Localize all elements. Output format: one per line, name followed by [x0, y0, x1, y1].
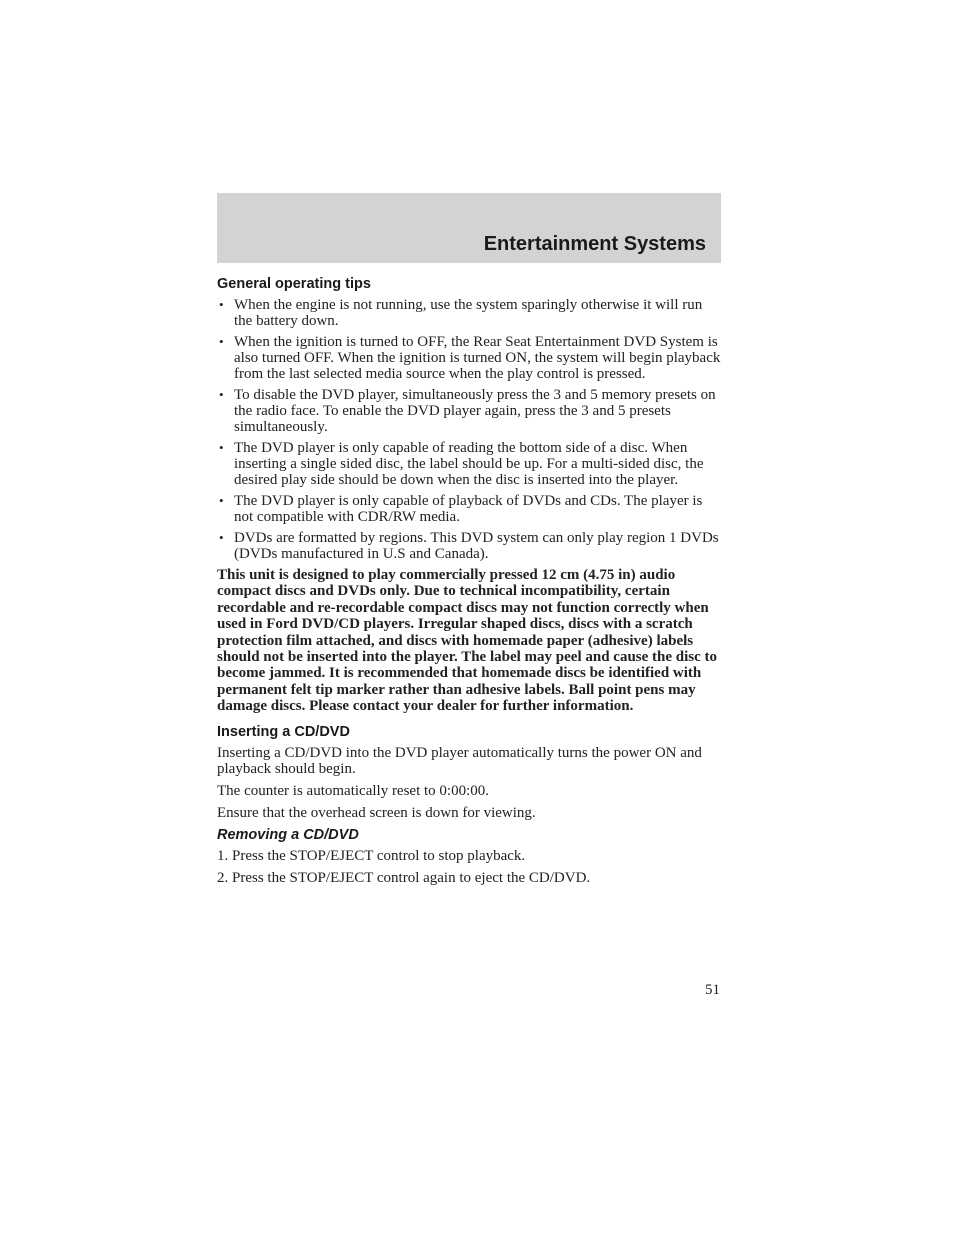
bullet-icon: • [219, 440, 224, 455]
bullet-icon: • [219, 387, 224, 402]
list-item: • The DVD player is only capable of playback of DVDs and CDs. The player is not compatible with CDR/RW media. [219, 493, 703, 525]
list-item: • When the ignition is turned to OFF, the Rear Seat Entertainment DVD System is also turned OFF. When the ignition is turned ON, the system will begin playback from the last selected media source when the play control is pressed. [219, 334, 721, 382]
body-paragraph: The counter is automatically reset to 0:00:00. [217, 782, 490, 799]
page-number: 51 [705, 982, 720, 998]
body-paragraph: Inserting a CD/DVD into the DVD player automatically turns the power ON and playback should begin. [217, 744, 702, 777]
list-item: • The DVD player is only capable of reading the bottom side of a disc. When inserting a single sided disc, the label should be up. For a multi-sided disc, the desired play side should be down when the disc is inserted into the player. [219, 440, 704, 488]
tips-list [217, 297, 721, 562]
body-paragraph: Ensure that the overhead screen is down for viewing. [217, 804, 536, 821]
bullet-icon: • [219, 530, 224, 545]
bullet-icon: • [219, 493, 224, 508]
page-title: Entertainment Systems [483, 233, 706, 255]
heading-removing-cd-dvd: Removing a CD/DVD [217, 826, 359, 843]
bullet-icon: • [219, 334, 224, 349]
step-item: 2. Press the STOP/EJECT control again to eject the CD/DVD. [217, 869, 591, 886]
list-item: • When the engine is not running, use the system sparingly otherwise it will run the battery down. [219, 297, 703, 329]
page-content [217, 276, 721, 892]
list-item: • To disable the DVD player, simultaneously press the 3 and 5 memory presets on the radio face. To enable the DVD player again, press the 3 and 5 presets simultaneously. [219, 387, 716, 435]
list-item: • DVDs are formatted by regions. This DVD system can only play region 1 DVDs (DVDs manufactured in U.S and Canada). [219, 530, 719, 562]
header-band [217, 193, 721, 263]
bullet-icon: • [219, 297, 224, 312]
step-item: 1. Press the STOP/EJECT control to stop playback. [217, 847, 526, 864]
heading-inserting-cd-dvd: Inserting a CD/DVD [217, 723, 350, 740]
disc-warning-paragraph: This unit is designed to play commercially pressed 12 cm (4.75 in) audio compact discs and DVDs only. Due to technical incompatibility, certain recordable and re-recordable compact discs may not function correctly when used in Ford DVD/CD players. Irregular shaped discs, discs with a scratch protection film attached, and discs with homemade paper (adhesive) labels should not be inserted into the player. The label may peel and cause the disc to become jammed. It is recommended that homemade discs be identified with permanent felt tip marker rather than adhesive labels. Ball point pens may damage discs. Please contact your dealer for further information. [217, 567, 718, 715]
heading-general-operating-tips: General operating tips [217, 276, 371, 292]
